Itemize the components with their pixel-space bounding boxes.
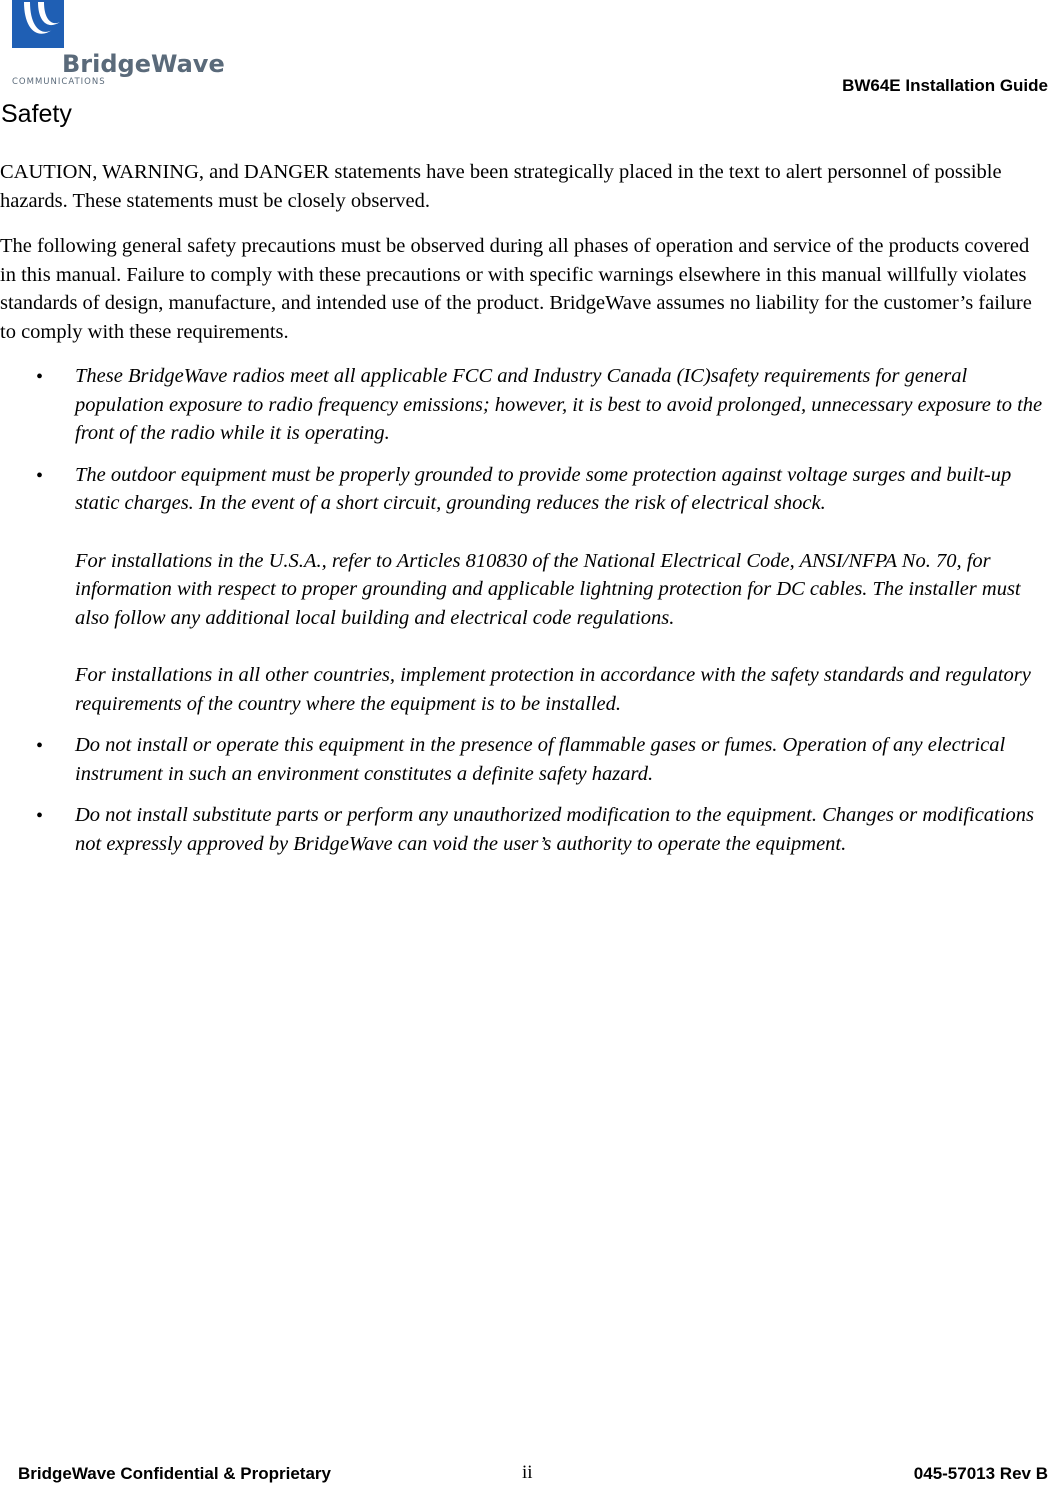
- logo-wordmark: BridgeWave: [62, 50, 225, 78]
- list-item: [0, 731, 1048, 788]
- safety-bullet-list: [0, 362, 1048, 872]
- bullet-icon: •: [36, 735, 44, 758]
- bridgewave-logo: [8, 0, 225, 90]
- intro-paragraphs: [0, 158, 1046, 363]
- bullet-text: Do not install or operate this equipment in the presence of flammable gases or fumes. Operation of any electrical instrument in such an environment constitutes a definite safety hazard.: [75, 734, 1006, 785]
- bullet-text: Do not install substitute parts or perform any unauthorized modification to the equipment. Changes or modifications not expressly approved by BridgeWave can void the user’s authority to operate the equipment.: [75, 804, 1034, 855]
- bullet-icon: •: [36, 805, 44, 828]
- paragraph-caution: CAUTION, WARNING, and DANGER statements have been strategically placed in the text to alert personnel of possible hazards. These statements must be closely observed.: [0, 161, 1002, 212]
- page-footer: [0, 1464, 1048, 1490]
- logo-tagline: COMMUNICATIONS: [12, 77, 106, 87]
- footer-confidential: BridgeWave Confidential & Proprietary: [18, 1464, 331, 1483]
- bullet-text-usa: For installations in the U.S.A., refer to Articles 810830 of the National Electrical Code, ANSI/NFPA No. 70, for information with respect to proper grounding and applicable lightning protection for DC cables. The installer must also follow any additional local building and electrical code regulations.: [75, 549, 1021, 629]
- paragraph-precautions: The following general safety precautions must be observed during all phases of operation and service of the products covered in this manual. Failure to comply with these precautions or with specific warnings elsewhere in this manual willfully violates standards of design, manufacture, and intended use of the product. BridgeWave assumes no liability for the customer’s failure to comply with these requirements.: [0, 235, 1032, 343]
- bullet-text: These BridgeWave radios meet all applicable FCC and Industry Canada (IC)safety requirements for general population exposure to radio frequency emissions; however, it is best to avoid prolonged, unnecessary exposure to the front of the radio while it is operating.: [75, 365, 1043, 445]
- list-item: [0, 461, 1048, 718]
- bullet-icon: •: [36, 464, 44, 487]
- bullet-icon: •: [36, 366, 44, 388]
- bullet-text: The outdoor equipment must be properly grounded to provide some protection against voltage surges and built-up static charges. In the event of a short circuit, grounding reduces the risk of electrical shock.: [75, 463, 1012, 515]
- section-heading: Safety: [1, 100, 72, 128]
- document-revision: 045-57013 Rev B: [913, 1464, 1048, 1483]
- bridgewave-logo-mark: [8, 0, 225, 90]
- document-title: BW64E Installation Guide: [842, 76, 1048, 95]
- list-item: [0, 801, 1048, 858]
- page-number: ii: [522, 1462, 533, 1483]
- list-item: [0, 362, 1048, 448]
- bullet-text-other-countries: For installations in all other countries, implement protection in accordance with the safety standards and regulatory requirements of the country where the equipment is to be installed.: [75, 663, 1031, 715]
